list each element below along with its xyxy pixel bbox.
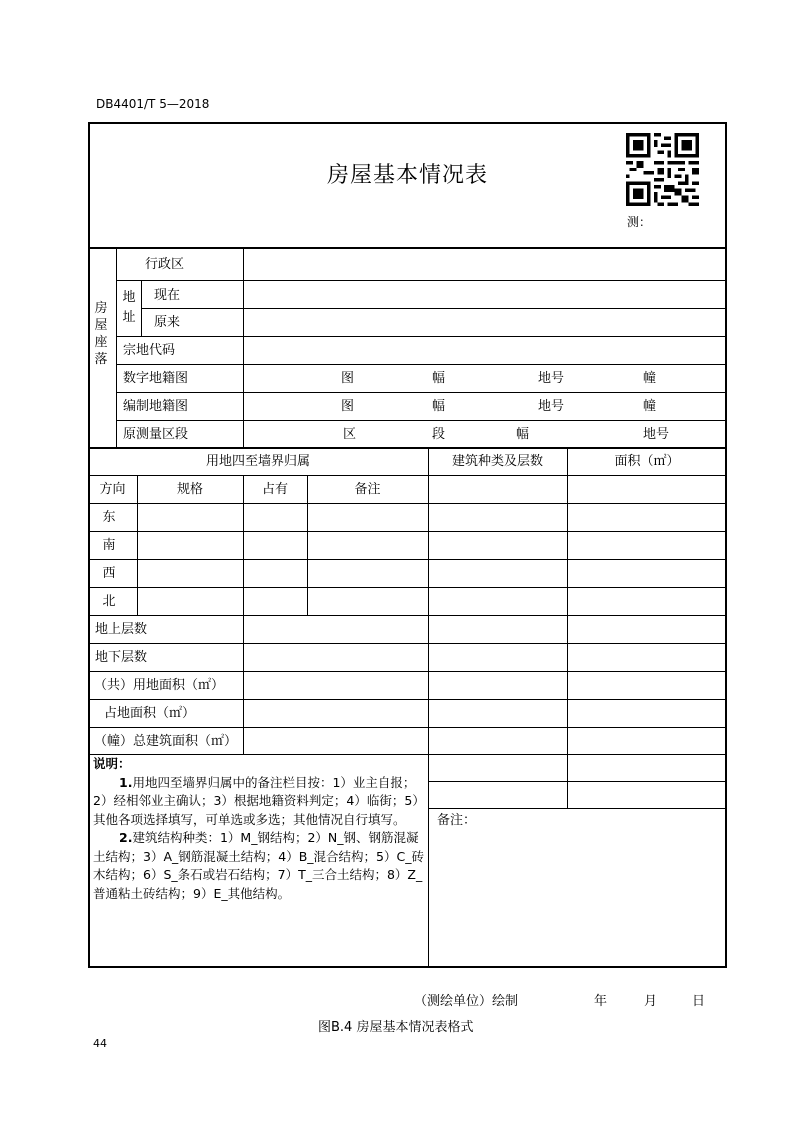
address-current-label: 现在 <box>154 288 181 303</box>
notes-block <box>93 755 425 903</box>
remark-label: 备注： <box>437 813 477 828</box>
note-item-1-text: 用地四至墙界归属中的备注栏目按：1）业主自报；2）经相邻业主确认；3）根据地籍资料判定；4）临街；5）其他各项选择填写，可单选或多选；其他情况自行填写。 <box>93 774 425 827</box>
form-title: 房屋基本情况表 <box>326 163 488 188</box>
row-line <box>116 420 727 421</box>
note-item-2 <box>93 829 425 903</box>
notes-heading: 说明： <box>93 756 131 771</box>
row-line <box>116 392 727 393</box>
original-survey-label: 原测量区段 <box>123 427 189 442</box>
figure-caption: 图B.4 房屋基本情况表格式 <box>318 1020 474 1035</box>
surveyor-label: 测： <box>627 215 652 229</box>
note-item-2-text: 建筑结构种类：1）M_钢结构；2）N_钢、钢筋混凝土结构；3）A_钢筋混凝土结构；4）B_混合结构；5）C_砖木结构；6）S_条石或岩石结构；7）T_三合土结构；8）Z_普通粘土砖结构；9）E_其他结构。 <box>93 830 424 901</box>
direction-south: 南 <box>102 538 116 553</box>
row-line <box>141 308 727 309</box>
col-spec: 规格 <box>176 482 203 497</box>
area-heading: 面积（㎡） <box>614 454 680 469</box>
row-line <box>428 808 727 809</box>
unit-tu: 图 <box>341 371 355 386</box>
unit-tu: 图 <box>341 399 355 414</box>
day-label: 日 <box>692 994 706 1009</box>
direction-west: 西 <box>102 566 116 581</box>
address-label: 地址 <box>122 290 136 325</box>
page-number: 44 <box>93 1037 107 1050</box>
unit-zhuang: 幢 <box>643 399 657 414</box>
unit-dihao: 地号 <box>538 399 565 414</box>
qr-code-icon <box>626 133 699 206</box>
col-line <box>243 248 244 447</box>
digital-cadastral-label: 数字地籍图 <box>123 371 189 386</box>
direction-east: 东 <box>102 510 116 525</box>
direction-north: 北 <box>102 594 116 609</box>
unit-fu: 幅 <box>432 399 446 414</box>
admin-district-label: 行政区 <box>145 257 185 272</box>
drawn-by-label: （测绘单位）绘制 <box>414 994 519 1009</box>
unit-duan: 段 <box>432 427 446 442</box>
floors-below-label: 地下层数 <box>95 650 148 665</box>
row-line <box>116 364 727 365</box>
section-divider <box>88 447 727 449</box>
location-group-label: 房屋座落 <box>94 301 108 367</box>
building-type-heading: 建筑种类及层数 <box>451 454 543 469</box>
month-label: 月 <box>644 994 658 1009</box>
parcel-code-label: 宗地代码 <box>123 343 176 358</box>
row-line <box>88 531 727 532</box>
total-area-label: （幢）总建筑面积（㎡） <box>94 734 238 749</box>
col-line <box>243 475 244 755</box>
note-item-1 <box>93 774 425 830</box>
land-area-label: （共）用地面积（㎡） <box>94 678 225 693</box>
row-line <box>88 671 727 672</box>
col-remark: 备注 <box>354 482 381 497</box>
row-line <box>88 475 727 476</box>
row-line <box>88 699 727 700</box>
address-original-label: 原来 <box>154 315 181 330</box>
row-line <box>428 781 727 782</box>
row-line <box>88 727 727 728</box>
col-line <box>141 280 142 336</box>
note-item-2-num: 2. <box>119 830 133 845</box>
standard-code: DB4401/T 5—2018 <box>96 97 210 111</box>
row-line <box>88 559 727 560</box>
col-line <box>116 248 117 447</box>
floors-above-label: 地上层数 <box>95 622 148 637</box>
unit-dihao: 地号 <box>538 371 565 386</box>
boundary-heading: 用地四至墙界归属 <box>205 454 310 469</box>
unit-zhuang: 幢 <box>643 371 657 386</box>
unit-fu: 幅 <box>516 427 530 442</box>
row-line <box>116 280 727 281</box>
header-divider <box>88 247 727 249</box>
row-line <box>88 587 727 588</box>
unit-qu: 区 <box>343 427 357 442</box>
col-direction: 方向 <box>99 482 126 497</box>
footprint-area-label: 占地面积（㎡） <box>104 706 196 721</box>
col-line <box>428 447 429 967</box>
col-line <box>567 447 568 808</box>
note-item-1-num: 1. <box>119 774 133 790</box>
unit-dihao: 地号 <box>643 427 670 442</box>
row-line <box>88 643 727 644</box>
row-line <box>116 336 727 337</box>
compiled-cadastral-label: 编制地籍图 <box>123 399 189 414</box>
unit-fu: 幅 <box>432 371 446 386</box>
row-line <box>88 503 727 504</box>
row-line <box>88 615 727 616</box>
year-label: 年 <box>594 994 608 1009</box>
col-own: 占有 <box>261 482 288 497</box>
